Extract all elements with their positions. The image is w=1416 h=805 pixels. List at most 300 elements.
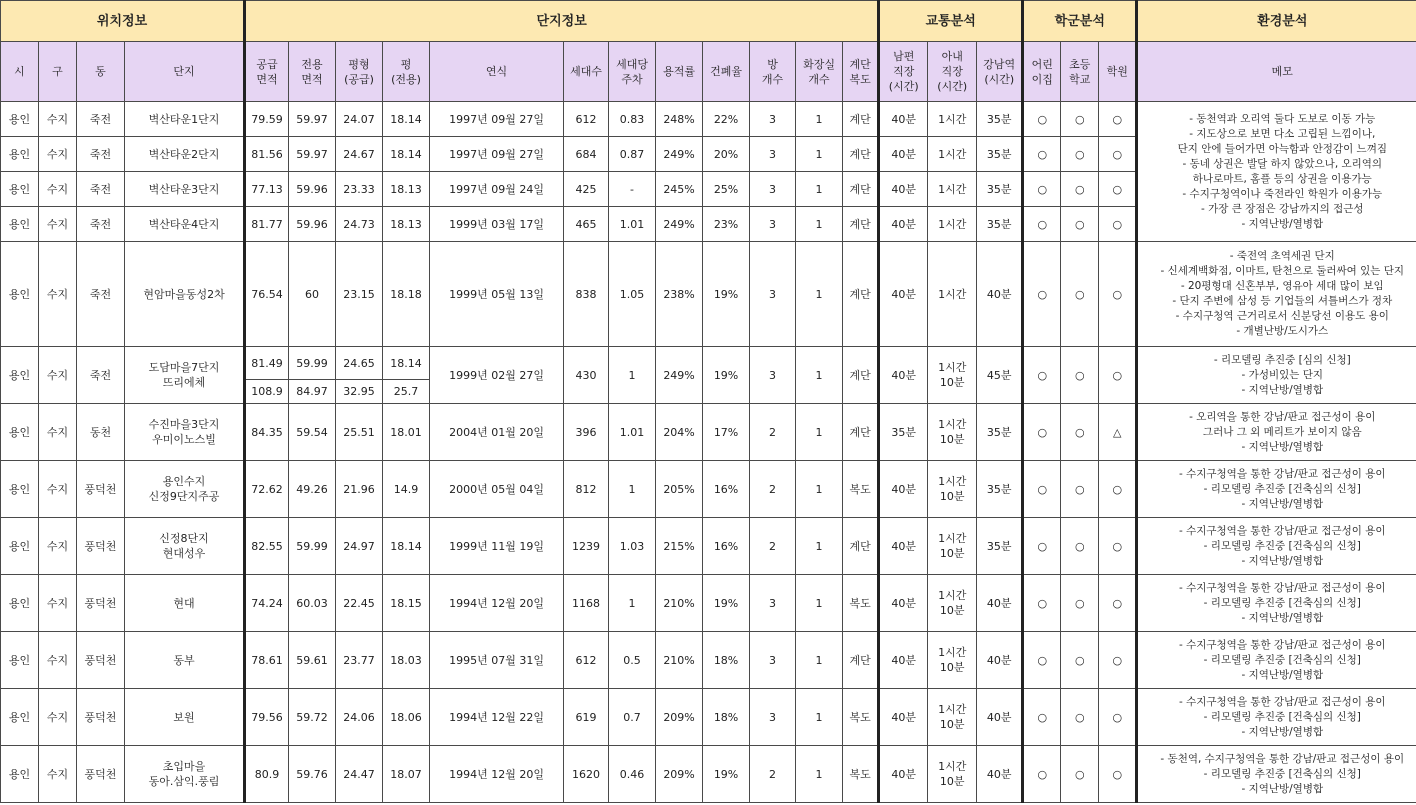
cell-rooms: 3 [750, 632, 796, 689]
cell-danji: 용인수지 신정9단지주공 [125, 461, 245, 518]
cell-far: 215% [656, 518, 703, 575]
cell-daycare: ○ [1023, 102, 1061, 137]
cell-husband-commute: 40분 [879, 102, 928, 137]
cell-daycare: ○ [1023, 404, 1061, 461]
cell-wife-commute: 1시간 10분 [928, 461, 977, 518]
cell-pyeong-exclusive: 18.03 [383, 632, 430, 689]
cell-elementary: ○ [1061, 172, 1099, 207]
cell-parking: 1 [609, 575, 656, 632]
cell-gangnam: 45분 [977, 347, 1023, 404]
cell-gu: 수지 [39, 689, 77, 746]
cell-wife-commute: 1시간 10분 [928, 746, 977, 803]
col-academy: 학원 [1099, 42, 1137, 102]
cell-far: 205% [656, 461, 703, 518]
cell-exclusive-area: 59.96 [289, 172, 336, 207]
cell-gu: 수지 [39, 137, 77, 172]
cell-daycare: ○ [1023, 518, 1061, 575]
cell-bcr: 22% [703, 102, 750, 137]
cell-city: 용인 [1, 461, 39, 518]
cell-built: 1999년 11월 19일 [430, 518, 564, 575]
cell-rooms: 3 [750, 172, 796, 207]
cell-danji: 보원 [125, 689, 245, 746]
cell-daycare: ○ [1023, 172, 1061, 207]
cell-academy: ○ [1099, 575, 1137, 632]
cell-supply-area: 81.77 [245, 207, 289, 242]
cell-city: 용인 [1, 172, 39, 207]
cell-stairs: 계단 [843, 137, 879, 172]
cell-husband-commute: 40분 [879, 632, 928, 689]
cell-stairs: 복도 [843, 461, 879, 518]
cell-elementary: ○ [1061, 518, 1099, 575]
cell-stairs: 복도 [843, 746, 879, 803]
cell-danji: 초입마을 동아.삼익.풍림 [125, 746, 245, 803]
cell-households: 1239 [564, 518, 609, 575]
col-gu: 구 [39, 42, 77, 102]
cell-parking: 1.01 [609, 404, 656, 461]
cell-pyeong-exclusive: 25.7 [383, 380, 430, 404]
cell-dong: 죽전 [77, 102, 125, 137]
cell-pyeong-supply: 24.07 [336, 102, 383, 137]
cell-danji: 벽산타운1단지 [125, 102, 245, 137]
cell-daycare: ○ [1023, 347, 1061, 404]
memo-cell: - 리모델링 추진중 [심의 신청] - 가성비있는 단지 - 지역난방/열병합 [1137, 347, 1416, 404]
cell-city: 용인 [1, 689, 39, 746]
cell-pyeong-supply: 25.51 [336, 404, 383, 461]
cell-exclusive-area: 60.03 [289, 575, 336, 632]
cell-city: 용인 [1, 575, 39, 632]
cell-gangnam: 35분 [977, 461, 1023, 518]
col-pyeong-exclusive: 평 (전용) [383, 42, 430, 102]
cell-pyeong-exclusive: 18.13 [383, 172, 430, 207]
cell-academy: ○ [1099, 207, 1137, 242]
memo-cell: - 수지구청역을 통한 강남/판교 접근성이 용이 - 리모델링 추진중 [건축심의 신청] - 지역난방/열병합 [1137, 461, 1416, 518]
cell-rooms: 3 [750, 689, 796, 746]
cell-husband-commute: 40분 [879, 689, 928, 746]
cell-rooms: 2 [750, 461, 796, 518]
group-location: 위치정보 [1, 1, 245, 42]
cell-bcr: 19% [703, 746, 750, 803]
cell-gu: 수지 [39, 172, 77, 207]
cell-elementary: ○ [1061, 575, 1099, 632]
cell-husband-commute: 40분 [879, 242, 928, 347]
cell-pyeong-exclusive: 18.06 [383, 689, 430, 746]
cell-gangnam: 35분 [977, 172, 1023, 207]
cell-supply-area: 79.59 [245, 102, 289, 137]
cell-built: 1995년 07월 31일 [430, 632, 564, 689]
cell-dong: 풍덕천 [77, 461, 125, 518]
cell-exclusive-area: 59.99 [289, 518, 336, 575]
group-school: 학군분석 [1023, 1, 1137, 42]
cell-parking: 1.01 [609, 207, 656, 242]
cell-city: 용인 [1, 632, 39, 689]
cell-exclusive-area: 59.76 [289, 746, 336, 803]
col-dong: 동 [77, 42, 125, 102]
cell-exclusive-area: 59.61 [289, 632, 336, 689]
cell-bcr: 16% [703, 461, 750, 518]
cell-far: 245% [656, 172, 703, 207]
cell-daycare: ○ [1023, 575, 1061, 632]
cell-supply-area: 81.49 [245, 347, 289, 380]
cell-bcr: 19% [703, 242, 750, 347]
cell-elementary: ○ [1061, 242, 1099, 347]
cell-city: 용인 [1, 207, 39, 242]
cell-baths: 1 [796, 689, 843, 746]
cell-stairs: 계단 [843, 347, 879, 404]
cell-pyeong-exclusive: 18.14 [383, 518, 430, 575]
memo-cell: - 수지구청역을 통한 강남/판교 접근성이 용이 - 리모델링 추진중 [건축심의 신청] - 지역난방/열병합 [1137, 518, 1416, 575]
cell-wife-commute: 1시간 [928, 137, 977, 172]
cell-husband-commute: 40분 [879, 746, 928, 803]
group-complex: 단지정보 [245, 1, 879, 42]
memo-cell: - 수지구청역을 통한 강남/판교 접근성이 용이 - 리모델링 추진중 [건축심의 신청] - 지역난방/열병합 [1137, 575, 1416, 632]
cell-dong: 풍덕천 [77, 518, 125, 575]
cell-built: 2004년 01월 20일 [430, 404, 564, 461]
cell-stairs: 계단 [843, 632, 879, 689]
cell-gu: 수지 [39, 242, 77, 347]
table-row [1, 518, 1416, 575]
table-row [1, 347, 1416, 380]
cell-baths: 1 [796, 632, 843, 689]
cell-far: 209% [656, 689, 703, 746]
cell-danji: 신정8단지 현대성우 [125, 518, 245, 575]
cell-supply-area: 72.62 [245, 461, 289, 518]
cell-danji: 현대 [125, 575, 245, 632]
cell-stairs: 복도 [843, 689, 879, 746]
table-row [1, 746, 1416, 803]
cell-pyeong-exclusive: 14.9 [383, 461, 430, 518]
cell-built: 1994년 12월 22일 [430, 689, 564, 746]
cell-parking: 1 [609, 461, 656, 518]
cell-pyeong-supply: 24.65 [336, 347, 383, 380]
cell-bcr: 16% [703, 518, 750, 575]
cell-danji: 동부 [125, 632, 245, 689]
cell-pyeong-supply: 24.47 [336, 746, 383, 803]
cell-pyeong-supply: 24.73 [336, 207, 383, 242]
cell-gu: 수지 [39, 347, 77, 404]
table-row [1, 404, 1416, 461]
cell-households: 425 [564, 172, 609, 207]
cell-dong: 풍덕천 [77, 746, 125, 803]
cell-husband-commute: 40분 [879, 518, 928, 575]
cell-pyeong-exclusive: 18.13 [383, 207, 430, 242]
cell-pyeong-exclusive: 18.14 [383, 137, 430, 172]
col-supply-area: 공급 면적 [245, 42, 289, 102]
col-elementary: 초등 학교 [1061, 42, 1099, 102]
cell-academy: ○ [1099, 137, 1137, 172]
cell-gangnam: 40분 [977, 632, 1023, 689]
cell-pyeong-exclusive: 18.15 [383, 575, 430, 632]
col-wife-commute: 아내 직장 (시간) [928, 42, 977, 102]
cell-city: 용인 [1, 746, 39, 803]
cell-wife-commute: 1시간 [928, 102, 977, 137]
cell-built: 1999년 03월 17일 [430, 207, 564, 242]
cell-exclusive-area: 59.97 [289, 137, 336, 172]
table-row [1, 632, 1416, 689]
cell-exclusive-area: 59.72 [289, 689, 336, 746]
cell-parking: 0.83 [609, 102, 656, 137]
cell-exclusive-area: 49.26 [289, 461, 336, 518]
col-bcr: 건폐율 [703, 42, 750, 102]
cell-parking: 1 [609, 347, 656, 404]
cell-exclusive-area: 84.97 [289, 380, 336, 404]
cell-built: 1997년 09월 27일 [430, 102, 564, 137]
cell-built: 1999년 05월 13일 [430, 242, 564, 347]
cell-bcr: 17% [703, 404, 750, 461]
cell-rooms: 3 [750, 137, 796, 172]
cell-baths: 1 [796, 461, 843, 518]
cell-supply-area: 82.55 [245, 518, 289, 575]
col-city: 시 [1, 42, 39, 102]
cell-elementary: ○ [1061, 632, 1099, 689]
cell-elementary: ○ [1061, 404, 1099, 461]
cell-city: 용인 [1, 347, 39, 404]
cell-far: 210% [656, 632, 703, 689]
cell-exclusive-area: 59.96 [289, 207, 336, 242]
cell-academy: ○ [1099, 242, 1137, 347]
cell-pyeong-exclusive: 18.07 [383, 746, 430, 803]
cell-pyeong-exclusive: 18.18 [383, 242, 430, 347]
cell-pyeong-supply: 24.67 [336, 137, 383, 172]
cell-bcr: 25% [703, 172, 750, 207]
cell-baths: 1 [796, 518, 843, 575]
cell-rooms: 3 [750, 102, 796, 137]
cell-bcr: 19% [703, 575, 750, 632]
cell-danji: 벽산타운4단지 [125, 207, 245, 242]
cell-gu: 수지 [39, 102, 77, 137]
cell-far: 209% [656, 746, 703, 803]
cell-gu: 수지 [39, 746, 77, 803]
cell-households: 684 [564, 137, 609, 172]
group-transport: 교통분석 [879, 1, 1023, 42]
cell-wife-commute: 1시간 10분 [928, 632, 977, 689]
cell-gangnam: 35분 [977, 102, 1023, 137]
cell-academy: ○ [1099, 746, 1137, 803]
cell-rooms: 2 [750, 746, 796, 803]
cell-wife-commute: 1시간 10분 [928, 404, 977, 461]
table-row [1, 689, 1416, 746]
cell-built: 2000년 05월 04일 [430, 461, 564, 518]
cell-gangnam: 40분 [977, 575, 1023, 632]
cell-exclusive-area: 59.99 [289, 347, 336, 380]
cell-city: 용인 [1, 137, 39, 172]
cell-academy: ○ [1099, 518, 1137, 575]
cell-daycare: ○ [1023, 242, 1061, 347]
cell-husband-commute: 40분 [879, 575, 928, 632]
cell-households: 619 [564, 689, 609, 746]
cell-rooms: 3 [750, 575, 796, 632]
cell-elementary: ○ [1061, 347, 1099, 404]
cell-bcr: 23% [703, 207, 750, 242]
cell-husband-commute: 40분 [879, 172, 928, 207]
cell-stairs: 계단 [843, 102, 879, 137]
cell-rooms: 2 [750, 404, 796, 461]
cell-parking: 0.5 [609, 632, 656, 689]
cell-bcr: 20% [703, 137, 750, 172]
cell-pyeong-supply: 23.77 [336, 632, 383, 689]
cell-daycare: ○ [1023, 689, 1061, 746]
cell-parking: 0.87 [609, 137, 656, 172]
cell-gu: 수지 [39, 207, 77, 242]
cell-academy: ○ [1099, 461, 1137, 518]
cell-households: 612 [564, 102, 609, 137]
table-row [1, 102, 1416, 137]
cell-households: 465 [564, 207, 609, 242]
cell-wife-commute: 1시간 10분 [928, 689, 977, 746]
memo-cell: - 동천역, 수지구청역을 통한 강남/판교 접근성이 용이 - 리모델링 추진중 [건축심의 신청] - 지역난방/열병합 [1137, 746, 1416, 803]
cell-pyeong-supply: 24.06 [336, 689, 383, 746]
cell-pyeong-supply: 24.97 [336, 518, 383, 575]
cell-rooms: 3 [750, 347, 796, 404]
col-far: 용적률 [656, 42, 703, 102]
cell-daycare: ○ [1023, 137, 1061, 172]
table-row [1, 575, 1416, 632]
cell-gu: 수지 [39, 404, 77, 461]
cell-wife-commute: 1시간 10분 [928, 347, 977, 404]
cell-baths: 1 [796, 137, 843, 172]
cell-wife-commute: 1시간 [928, 172, 977, 207]
cell-academy: ○ [1099, 689, 1137, 746]
cell-baths: 1 [796, 242, 843, 347]
col-pyeong-supply: 평형 (공급) [336, 42, 383, 102]
cell-pyeong-exclusive: 18.01 [383, 404, 430, 461]
cell-supply-area: 74.24 [245, 575, 289, 632]
col-rooms: 방 개수 [750, 42, 796, 102]
cell-parking: 0.7 [609, 689, 656, 746]
cell-pyeong-exclusive: 18.14 [383, 102, 430, 137]
cell-gu: 수지 [39, 632, 77, 689]
cell-city: 용인 [1, 404, 39, 461]
cell-wife-commute: 1시간 [928, 207, 977, 242]
cell-supply-area: 77.13 [245, 172, 289, 207]
cell-exclusive-area: 59.54 [289, 404, 336, 461]
cell-gu: 수지 [39, 461, 77, 518]
cell-pyeong-supply: 21.96 [336, 461, 383, 518]
col-parking: 세대당 주차 [609, 42, 656, 102]
cell-far: 249% [656, 347, 703, 404]
memo-cell: - 오리역을 통한 강남/판교 접근성이 용이 그러나 그 외 메리트가 보이지 않음 - 지역난방/열병합 [1137, 404, 1416, 461]
cell-built: 1994년 12월 20일 [430, 746, 564, 803]
cell-danji: 벽산타운3단지 [125, 172, 245, 207]
cell-parking: - [609, 172, 656, 207]
cell-city: 용인 [1, 242, 39, 347]
cell-elementary: ○ [1061, 102, 1099, 137]
cell-supply-area: 76.54 [245, 242, 289, 347]
cell-built: 1997년 09월 27일 [430, 137, 564, 172]
cell-dong: 죽전 [77, 207, 125, 242]
col-gangnam: 강남역 (시간) [977, 42, 1023, 102]
cell-gangnam: 40분 [977, 746, 1023, 803]
col-stairs: 계단 복도 [843, 42, 879, 102]
cell-dong: 풍덕천 [77, 632, 125, 689]
col-households: 세대수 [564, 42, 609, 102]
cell-households: 1168 [564, 575, 609, 632]
cell-gangnam: 35분 [977, 207, 1023, 242]
cell-daycare: ○ [1023, 632, 1061, 689]
cell-households: 812 [564, 461, 609, 518]
cell-rooms: 3 [750, 207, 796, 242]
cell-husband-commute: 40분 [879, 461, 928, 518]
cell-dong: 죽전 [77, 137, 125, 172]
cell-built: 1999년 02월 27일 [430, 347, 564, 404]
cell-danji: 도담마을7단지 뜨리에체 [125, 347, 245, 404]
table-row [1, 461, 1416, 518]
memo-cell: - 수지구청역을 통한 강남/판교 접근성이 용이 - 리모델링 추진중 [건축심의 신청] - 지역난방/열병합 [1137, 689, 1416, 746]
cell-elementary: ○ [1061, 137, 1099, 172]
cell-pyeong-supply: 23.15 [336, 242, 383, 347]
cell-pyeong-supply: 22.45 [336, 575, 383, 632]
cell-baths: 1 [796, 575, 843, 632]
cell-city: 용인 [1, 102, 39, 137]
cell-stairs: 계단 [843, 518, 879, 575]
cell-households: 1620 [564, 746, 609, 803]
cell-bcr: 19% [703, 347, 750, 404]
cell-husband-commute: 35분 [879, 404, 928, 461]
cell-elementary: ○ [1061, 746, 1099, 803]
cell-far: 210% [656, 575, 703, 632]
cell-parking: 0.46 [609, 746, 656, 803]
cell-exclusive-area: 59.97 [289, 102, 336, 137]
cell-stairs: 계단 [843, 242, 879, 347]
col-husband-commute: 남편 직장 (시간) [879, 42, 928, 102]
cell-academy: ○ [1099, 102, 1137, 137]
group-header-row [1, 1, 1416, 42]
cell-far: 249% [656, 137, 703, 172]
cell-rooms: 3 [750, 242, 796, 347]
cell-households: 430 [564, 347, 609, 404]
cell-households: 612 [564, 632, 609, 689]
cell-supply-area: 80.9 [245, 746, 289, 803]
cell-elementary: ○ [1061, 689, 1099, 746]
cell-wife-commute: 1시간 10분 [928, 518, 977, 575]
table-row [1, 242, 1416, 347]
cell-supply-area: 78.61 [245, 632, 289, 689]
cell-gangnam: 40분 [977, 689, 1023, 746]
cell-supply-area: 79.56 [245, 689, 289, 746]
cell-pyeong-supply: 23.33 [336, 172, 383, 207]
cell-husband-commute: 40분 [879, 347, 928, 404]
cell-dong: 동천 [77, 404, 125, 461]
cell-danji: 현암마을동성2차 [125, 242, 245, 347]
cell-baths: 1 [796, 207, 843, 242]
cell-wife-commute: 1시간 [928, 242, 977, 347]
cell-baths: 1 [796, 102, 843, 137]
cell-built: 1994년 12월 20일 [430, 575, 564, 632]
cell-exclusive-area: 60 [289, 242, 336, 347]
cell-elementary: ○ [1061, 207, 1099, 242]
cell-parking: 1.03 [609, 518, 656, 575]
cell-supply-area: 108.9 [245, 380, 289, 404]
cell-dong: 풍덕천 [77, 689, 125, 746]
cell-gangnam: 35분 [977, 404, 1023, 461]
cell-academy: ○ [1099, 172, 1137, 207]
cell-stairs: 계단 [843, 172, 879, 207]
cell-households: 838 [564, 242, 609, 347]
cell-city: 용인 [1, 518, 39, 575]
cell-gangnam: 35분 [977, 518, 1023, 575]
cell-gu: 수지 [39, 518, 77, 575]
cell-dong: 풍덕천 [77, 575, 125, 632]
cell-elementary: ○ [1061, 461, 1099, 518]
cell-dong: 죽전 [77, 242, 125, 347]
cell-households: 396 [564, 404, 609, 461]
col-danji: 단지 [125, 42, 245, 102]
cell-baths: 1 [796, 172, 843, 207]
cell-supply-area: 84.35 [245, 404, 289, 461]
column-header-row [1, 42, 1416, 102]
cell-husband-commute: 40분 [879, 137, 928, 172]
cell-supply-area: 81.56 [245, 137, 289, 172]
cell-parking: 1.05 [609, 242, 656, 347]
